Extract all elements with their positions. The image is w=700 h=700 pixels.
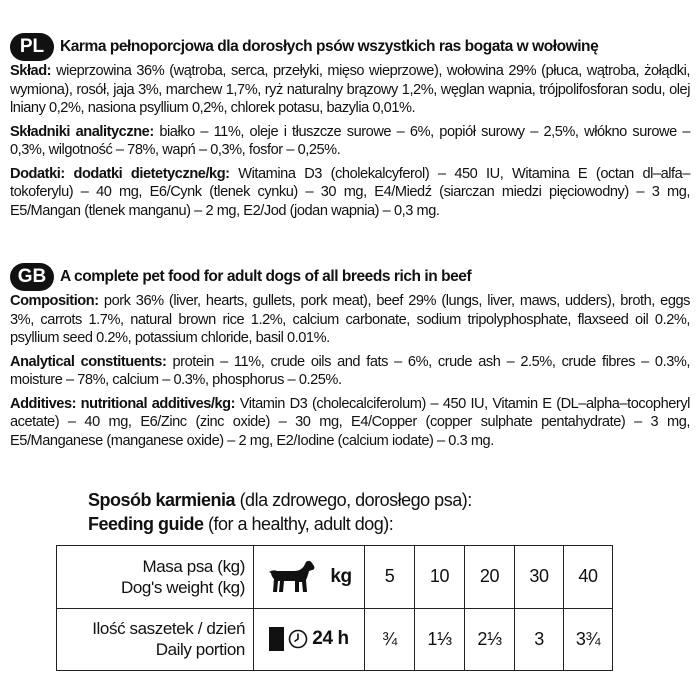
weight-value: 5 (365, 546, 415, 609)
weight-label-pl: Masa psa (kg) (142, 556, 245, 576)
weight-label-gb: Dog's weight (kg) (121, 577, 245, 597)
pl-analytical (10, 123, 690, 160)
pl-composition-label: Skład: (10, 63, 52, 79)
pl-additives-text: Witamina D3 (cholekalcyferol) – 450 IU, Witamina E (octan dl–alfa–tokoferylu) – 40 mg, E6/Cynk (tlenek cynku) – 30 mg, E4/Miedź (siarczan miedzi pięciowodny) – 3 mg, E5/Mangan (tlenek manganu) – 2 mg, E2/Jod (jodan wapnia) – 0,3 mg. (10, 165, 690, 219)
portion-label-pl: Ilość saszetek / dzień (92, 619, 245, 639)
weight-label-cell (57, 546, 254, 609)
portion-value: 3 (515, 608, 564, 671)
gb-analytical (10, 353, 690, 390)
portion-label-cell (57, 608, 254, 671)
gb-analytical-text: protein – 11%, crude oils and fats – 6%, crude ash – 2.5%, crude fibres – 0.3%, moisture – 78%, calcium – 0.3%, phosphorus – 0.25%. (10, 353, 690, 388)
dog-icon (266, 559, 316, 595)
weight-row (57, 546, 613, 609)
weight-value: 20 (465, 546, 515, 609)
pl-section (10, 32, 690, 225)
weight-value: 10 (415, 546, 465, 609)
weight-unit-cell (254, 546, 365, 609)
gb-additives-label: Additives: nutritional additives/kg: (10, 395, 236, 412)
gb-additives-text: Vitamin D3 (cholecalciferolum) – 450 IU, Vitamin E (DL–alpha–tocopheryl acetate) – 40 mg, E6/Zinc (zinc oxide) – 30 mg, E4/Copper (copper sulphate pentahydrate) – 3 mg, E5/Manganese (manganese oxide) – 2 mg, E2/Iodine (calcium iodate) – 0.3 mg. (10, 395, 690, 449)
pl-composition (10, 62, 690, 118)
feeding-heading-gb-bold: Feeding guide (88, 514, 204, 534)
pl-composition-text: wieprzowina 36% (wątroba, serca, przełyki, mięso wieprzowe), wołowina 29% (płuca, wątroba, żołądki, wymiona), rosół, jaja 3%, marchew 1,7%, ryż naturalny brązowy 1,2%, węglan wapnia, trójpolifosforan sodu, olej lniany 0,2%, nasiona psyllium 0,2%, chlorek potasu, bazylia 0,01%. (10, 63, 690, 116)
gb-badge: GB (10, 263, 54, 291)
gb-composition-label: Composition: (10, 293, 99, 309)
portion-label-gb: Daily portion (155, 640, 245, 660)
pl-additives (10, 165, 690, 221)
portion-period: 24 h (312, 628, 349, 650)
gb-composition-text: pork 36% (liver, hearts, gullets, pork meat), beef 29% (lungs, liver, maws, udders), broth, eggs 3%, carrots 1.7%, natural brown rice 1.2%, calcium carbonate, sodium tripolyphosphate, flaxseed oil 0.2%, psyllium seed 0.2%, potassium chloride, basil 0.01%. (10, 293, 690, 346)
portion-row (57, 608, 613, 671)
feeding-heading-pl-rest: (dla zdrowego, dorosłego psa): (235, 490, 472, 510)
gb-composition (10, 292, 690, 348)
clock-icon (288, 629, 308, 649)
portion-period-cell (254, 608, 365, 671)
pl-analytical-text: białko – 11%, oleje i tłuszcze surowe – 6%, popiół surowy – 2,5%, włókno surowe – 0,3%, wilgotność – 78%, wapń – 0,3%, fosfor – 0,25%. (10, 123, 690, 158)
portion-value: ¾ (365, 608, 415, 671)
weight-value: 30 (515, 546, 564, 609)
pl-badge: PL (10, 33, 54, 61)
feeding-heading-gb-rest: (for a healthy, adult dog): (203, 514, 394, 534)
weight-value: 40 (564, 546, 613, 609)
feeding-heading-pl (88, 490, 472, 511)
gb-analytical-label: Analytical constituents: (10, 353, 167, 370)
gb-header (10, 262, 690, 292)
feeding-heading-gb (88, 514, 393, 535)
feeding-heading-pl-bold: Sposób karmienia (88, 490, 236, 510)
portion-value: 1⅓ (415, 608, 465, 671)
sachet-icon (269, 627, 284, 651)
pl-title: Karma pełnoporcjowa dla dorosłych psów wszystkich ras bogata w wołowinę (60, 38, 599, 55)
weight-unit: kg (330, 565, 352, 587)
gb-section (10, 262, 690, 455)
pl-analytical-label: Składniki analityczne: (10, 123, 154, 140)
gb-additives (10, 395, 690, 451)
pl-header (10, 32, 690, 62)
pl-additives-label: Dodatki: dodatki dietetyczne/kg: (10, 165, 230, 182)
portion-value: 2⅓ (465, 608, 515, 671)
portion-value: 3¾ (564, 608, 613, 671)
feeding-table (56, 545, 613, 671)
gb-title: A complete pet food for adult dogs of all breeds rich in beef (60, 268, 472, 285)
